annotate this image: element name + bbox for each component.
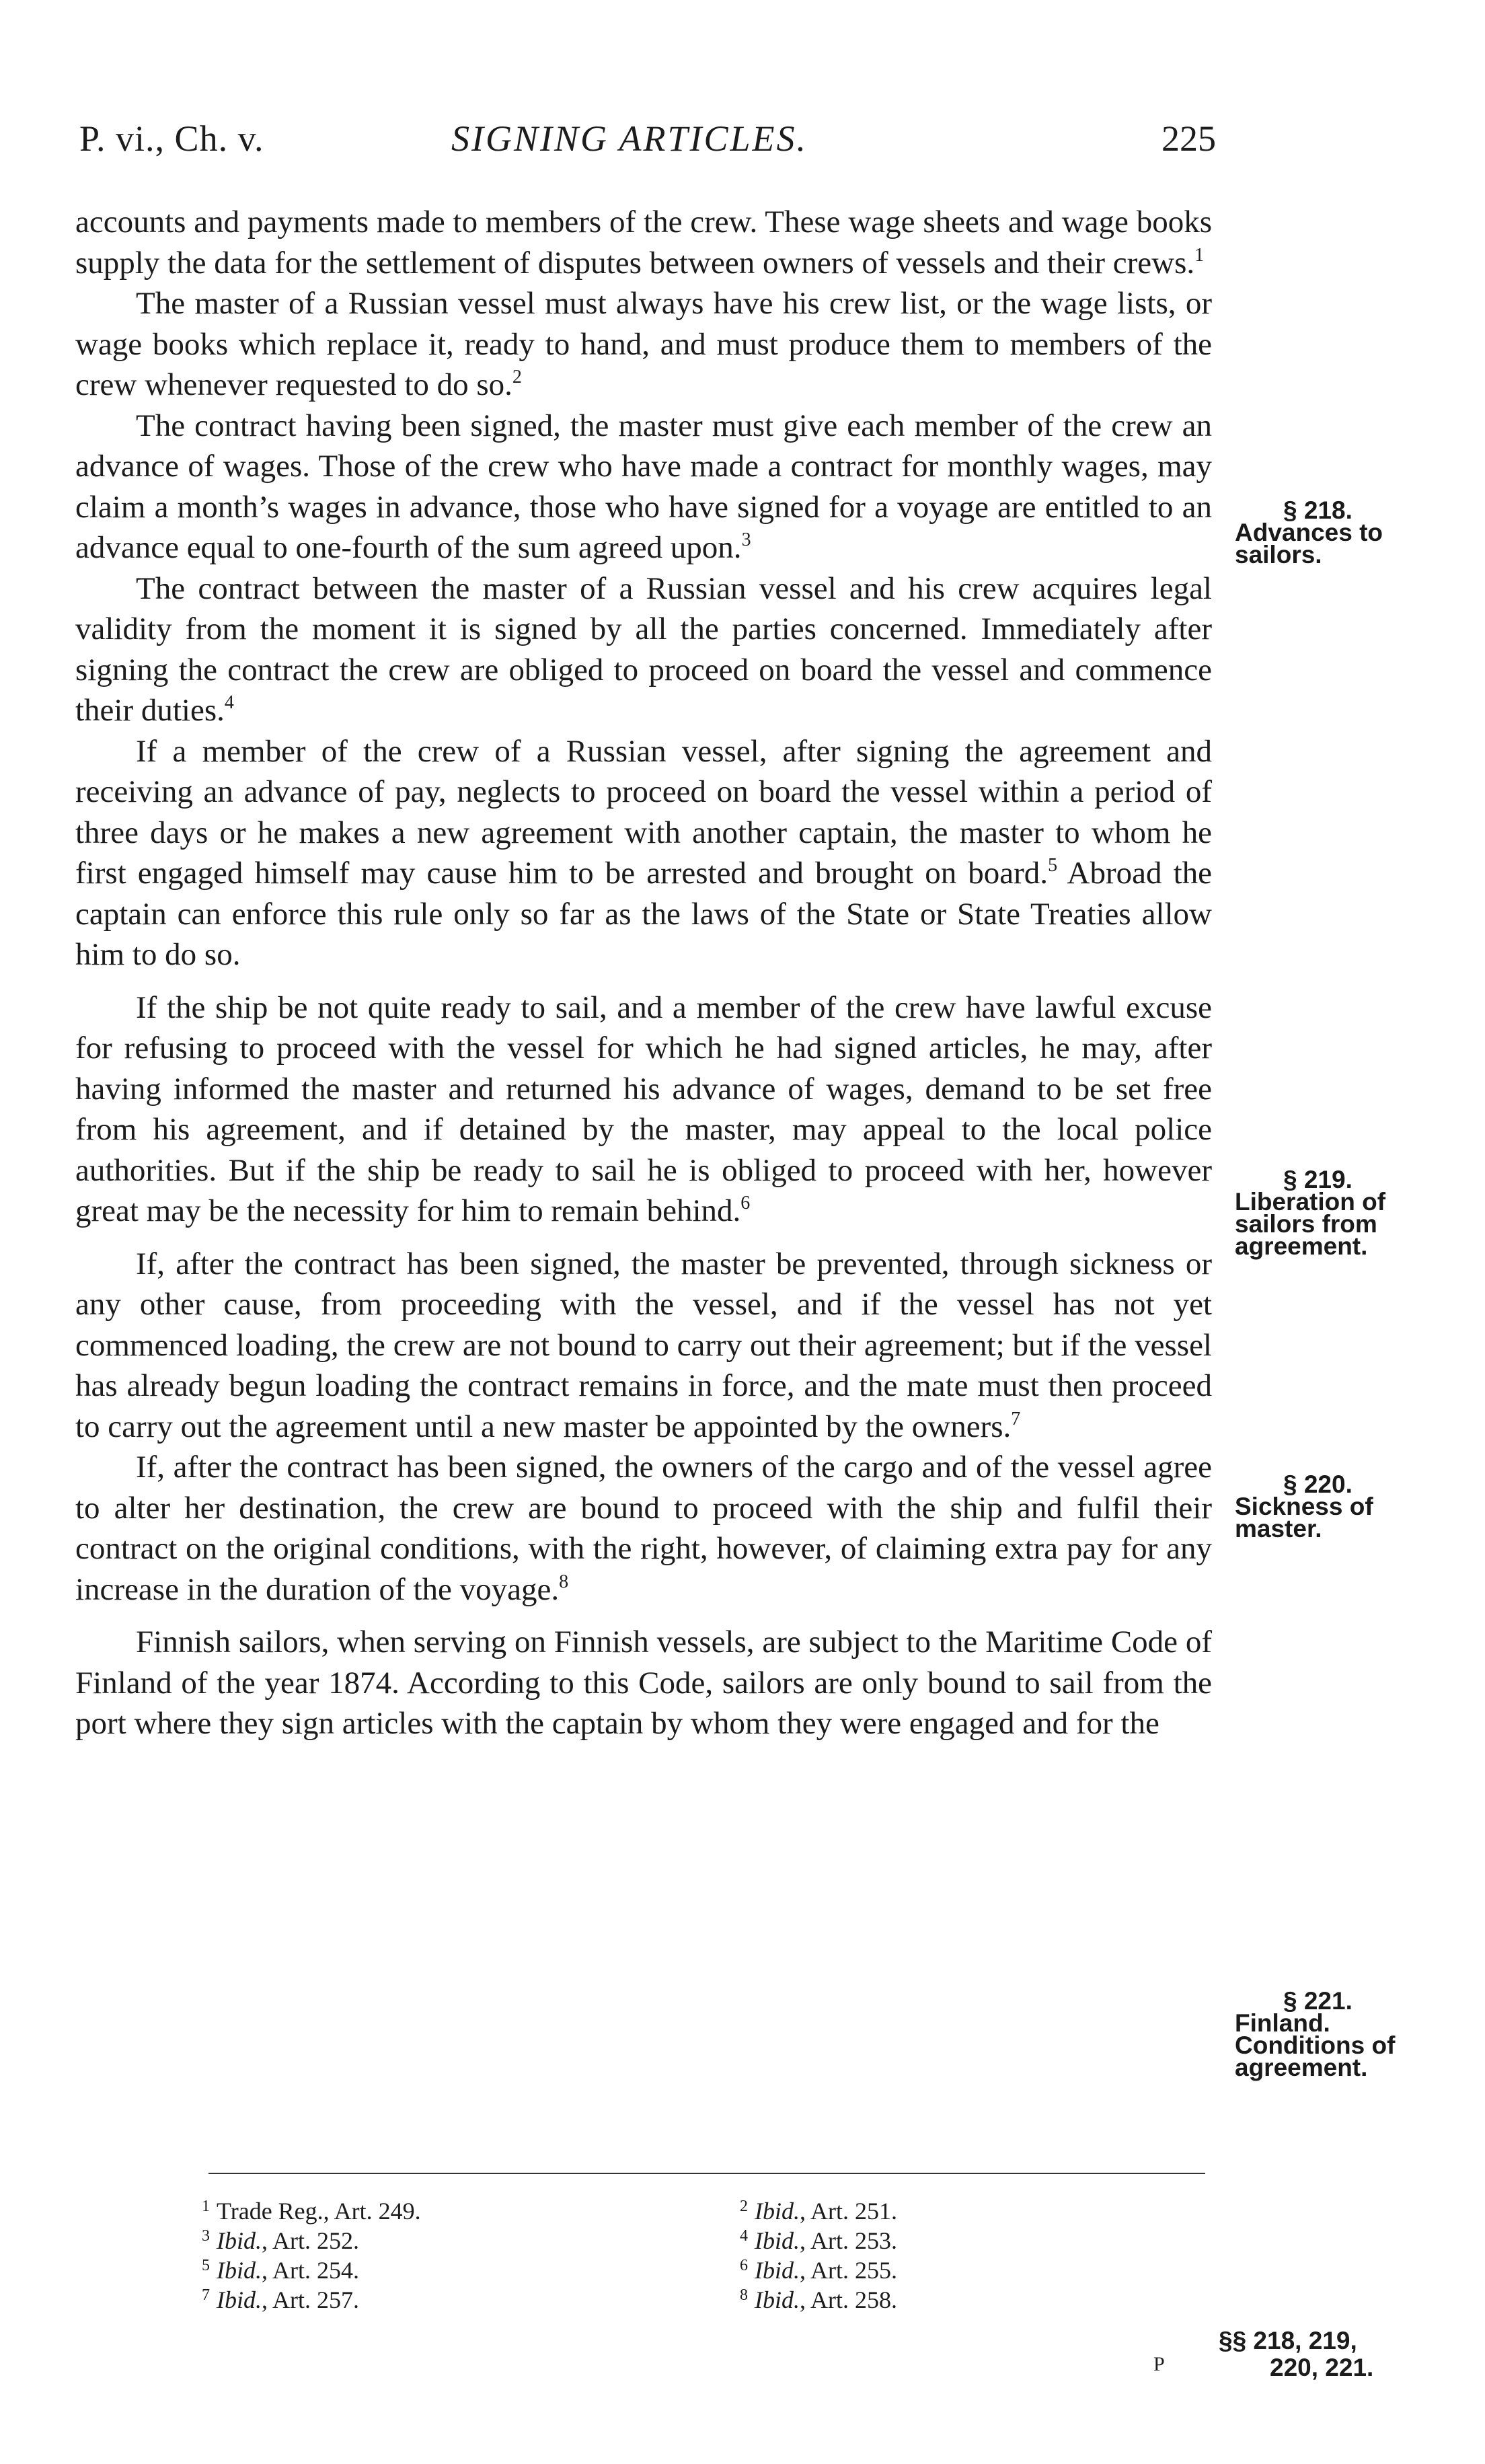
footnote-marker: 3 bbox=[741, 529, 751, 550]
paragraph: If, after the contract has been signed, the master be prevented, through sickness or any other cause, from proceeding with the vessel, and if the vessel has not yet commenced loading, the crew are not bound to carry out their agreement; but if the vessel has already begun loading the contract remains in force, and the mate must then proceed to carry out the agreement until a new master be appointed by the owners.$^7$ bbox=[75, 1246, 1212, 1444]
footnote: $^8$ Ibid., Art. 258. bbox=[740, 2286, 898, 2313]
margin-note bbox=[1235, 496, 1430, 568]
section-reference-line: §§ 218, 219, bbox=[1219, 2327, 1357, 2354]
footnote-marker: 2 bbox=[512, 367, 522, 387]
paragraph: If, after the contract has been signed, the owners of the cargo and of the vessel agree to alter her destination, the crew are bound to proceed with the ship and fulfil their contract on the original conditions, with the right, however, of claiming extra pay for any increase in the duration of the voyage.$^8$ bbox=[75, 1450, 1212, 1607]
footnote-marker: 6 bbox=[740, 1193, 751, 1214]
running-title: SIGNING ARTICLES. bbox=[451, 118, 808, 159]
section-reference bbox=[1219, 2327, 1420, 2381]
footnote-marker: 1 bbox=[1194, 244, 1205, 266]
page-number: 225 bbox=[1162, 118, 1216, 159]
margin-note-text: Sickness of master. bbox=[1235, 1493, 1373, 1542]
margin-note-text: Liberation of sailors from agreement. bbox=[1235, 1188, 1386, 1260]
footnote: $^7$ Ibid., Art. 257. bbox=[202, 2286, 360, 2313]
section-number: § 220. bbox=[1283, 1470, 1353, 1498]
footnote: $^6$ Ibid., Art. 255. bbox=[740, 2257, 898, 2284]
footnote-marker: 7 bbox=[1011, 1408, 1021, 1429]
footnote: $^4$ Ibid., Art. 253. bbox=[740, 2227, 898, 2254]
paragraph: If a member of the crew of a Russian vessel, after signing the agreement and receiving an advance of pay, neglects to proceed on board the vessel within a period of three days or he makes a new agreement with another captain, the master to whom he first engaged himself may cause him to be arrested and brought on board.$^5$ Abroad the captain can enforce this rule only so far as the laws of the State or State Treaties allow him to do so. bbox=[75, 733, 1212, 972]
paragraph: Finnish sailors, when serving on Finnish vessels, are subject to the Maritime Code of Finland of the year 1874. According to this Code, sailors are only bound to sail from the port where they sign articles with the captain by whom they were engaged and for the bbox=[75, 1625, 1212, 1741]
paragraph: accounts and payments made to members of the crew. These wage sheets and wage books supply the data for the settlement of disputes between owners of vessels and their crews.$^1$ bbox=[75, 204, 1212, 281]
footnote: $^3$ Ibid., Art. 252. bbox=[202, 2227, 360, 2254]
paragraph: The contract having been signed, the master must give each member of the crew an advance of wages. Those of the crew who have made a contract for monthly wages, may claim a month’s wages in advance, those who have signed for a voyage are entitled to an advance equal to one-fourth of the sum agreed upon.$^3$ bbox=[75, 408, 1212, 565]
margin-note bbox=[1235, 1987, 1430, 2081]
footnote: $^2$ Ibid., Art. 251. bbox=[740, 2198, 898, 2225]
main-text bbox=[75, 202, 1212, 1744]
section-number: § 218. bbox=[1283, 496, 1353, 524]
paragraph: If the ship be not quite ready to sail, and a member of the crew have lawful excuse for refusing to proceed with the vessel for which he had signed articles, he may, after having informed the master and returned his advance of wages, demand to be set free from his agreement, and if detained by the master, may appeal to the local police authorities. But if the ship be ready to sail he is obliged to proceed with her, however great may be the necessity for him to remain behind.$^6$ bbox=[75, 990, 1212, 1228]
footnote: $^5$ Ibid., Art. 254. bbox=[202, 2257, 360, 2284]
paragraph: The master of a Russian vessel must always have his crew list, or the wage lists, or wage books which replace it, ready to hand, and must produce them to members of the crew whenever requested to do so.$^2$ bbox=[75, 286, 1212, 402]
margin-note bbox=[1235, 1166, 1430, 1260]
footnote-marker: 5 bbox=[1048, 855, 1058, 876]
margin-note-text: Finland. Conditions of agreement. bbox=[1235, 2009, 1396, 2081]
section-reference-line: 220, 221. bbox=[1270, 2354, 1374, 2381]
footnote: $^1$ Trade Reg., Art. 249. bbox=[202, 2198, 421, 2225]
section-number: § 219. bbox=[1283, 1166, 1353, 1193]
paragraph: The contract between the master of a Russian vessel and his crew acquires legal validity from the moment it is signed by all the parties concerned. Immediately after signing the contract the crew are obliged to proceed on board the vessel and commence their duties.$^4$ bbox=[75, 570, 1212, 728]
section-number: § 221. bbox=[1283, 1987, 1353, 2015]
running-header bbox=[79, 118, 1216, 172]
signature-mark: P bbox=[1153, 2353, 1165, 2375]
margin-note-text: Advances to sailors. bbox=[1235, 519, 1383, 568]
footnote-marker: 8 bbox=[559, 1571, 569, 1592]
margin-note bbox=[1235, 1470, 1430, 1542]
footnote-rule bbox=[208, 2173, 1205, 2174]
chapter-reference: P. vi., Ch. v. bbox=[79, 118, 264, 159]
footnote-marker: 4 bbox=[224, 692, 234, 713]
